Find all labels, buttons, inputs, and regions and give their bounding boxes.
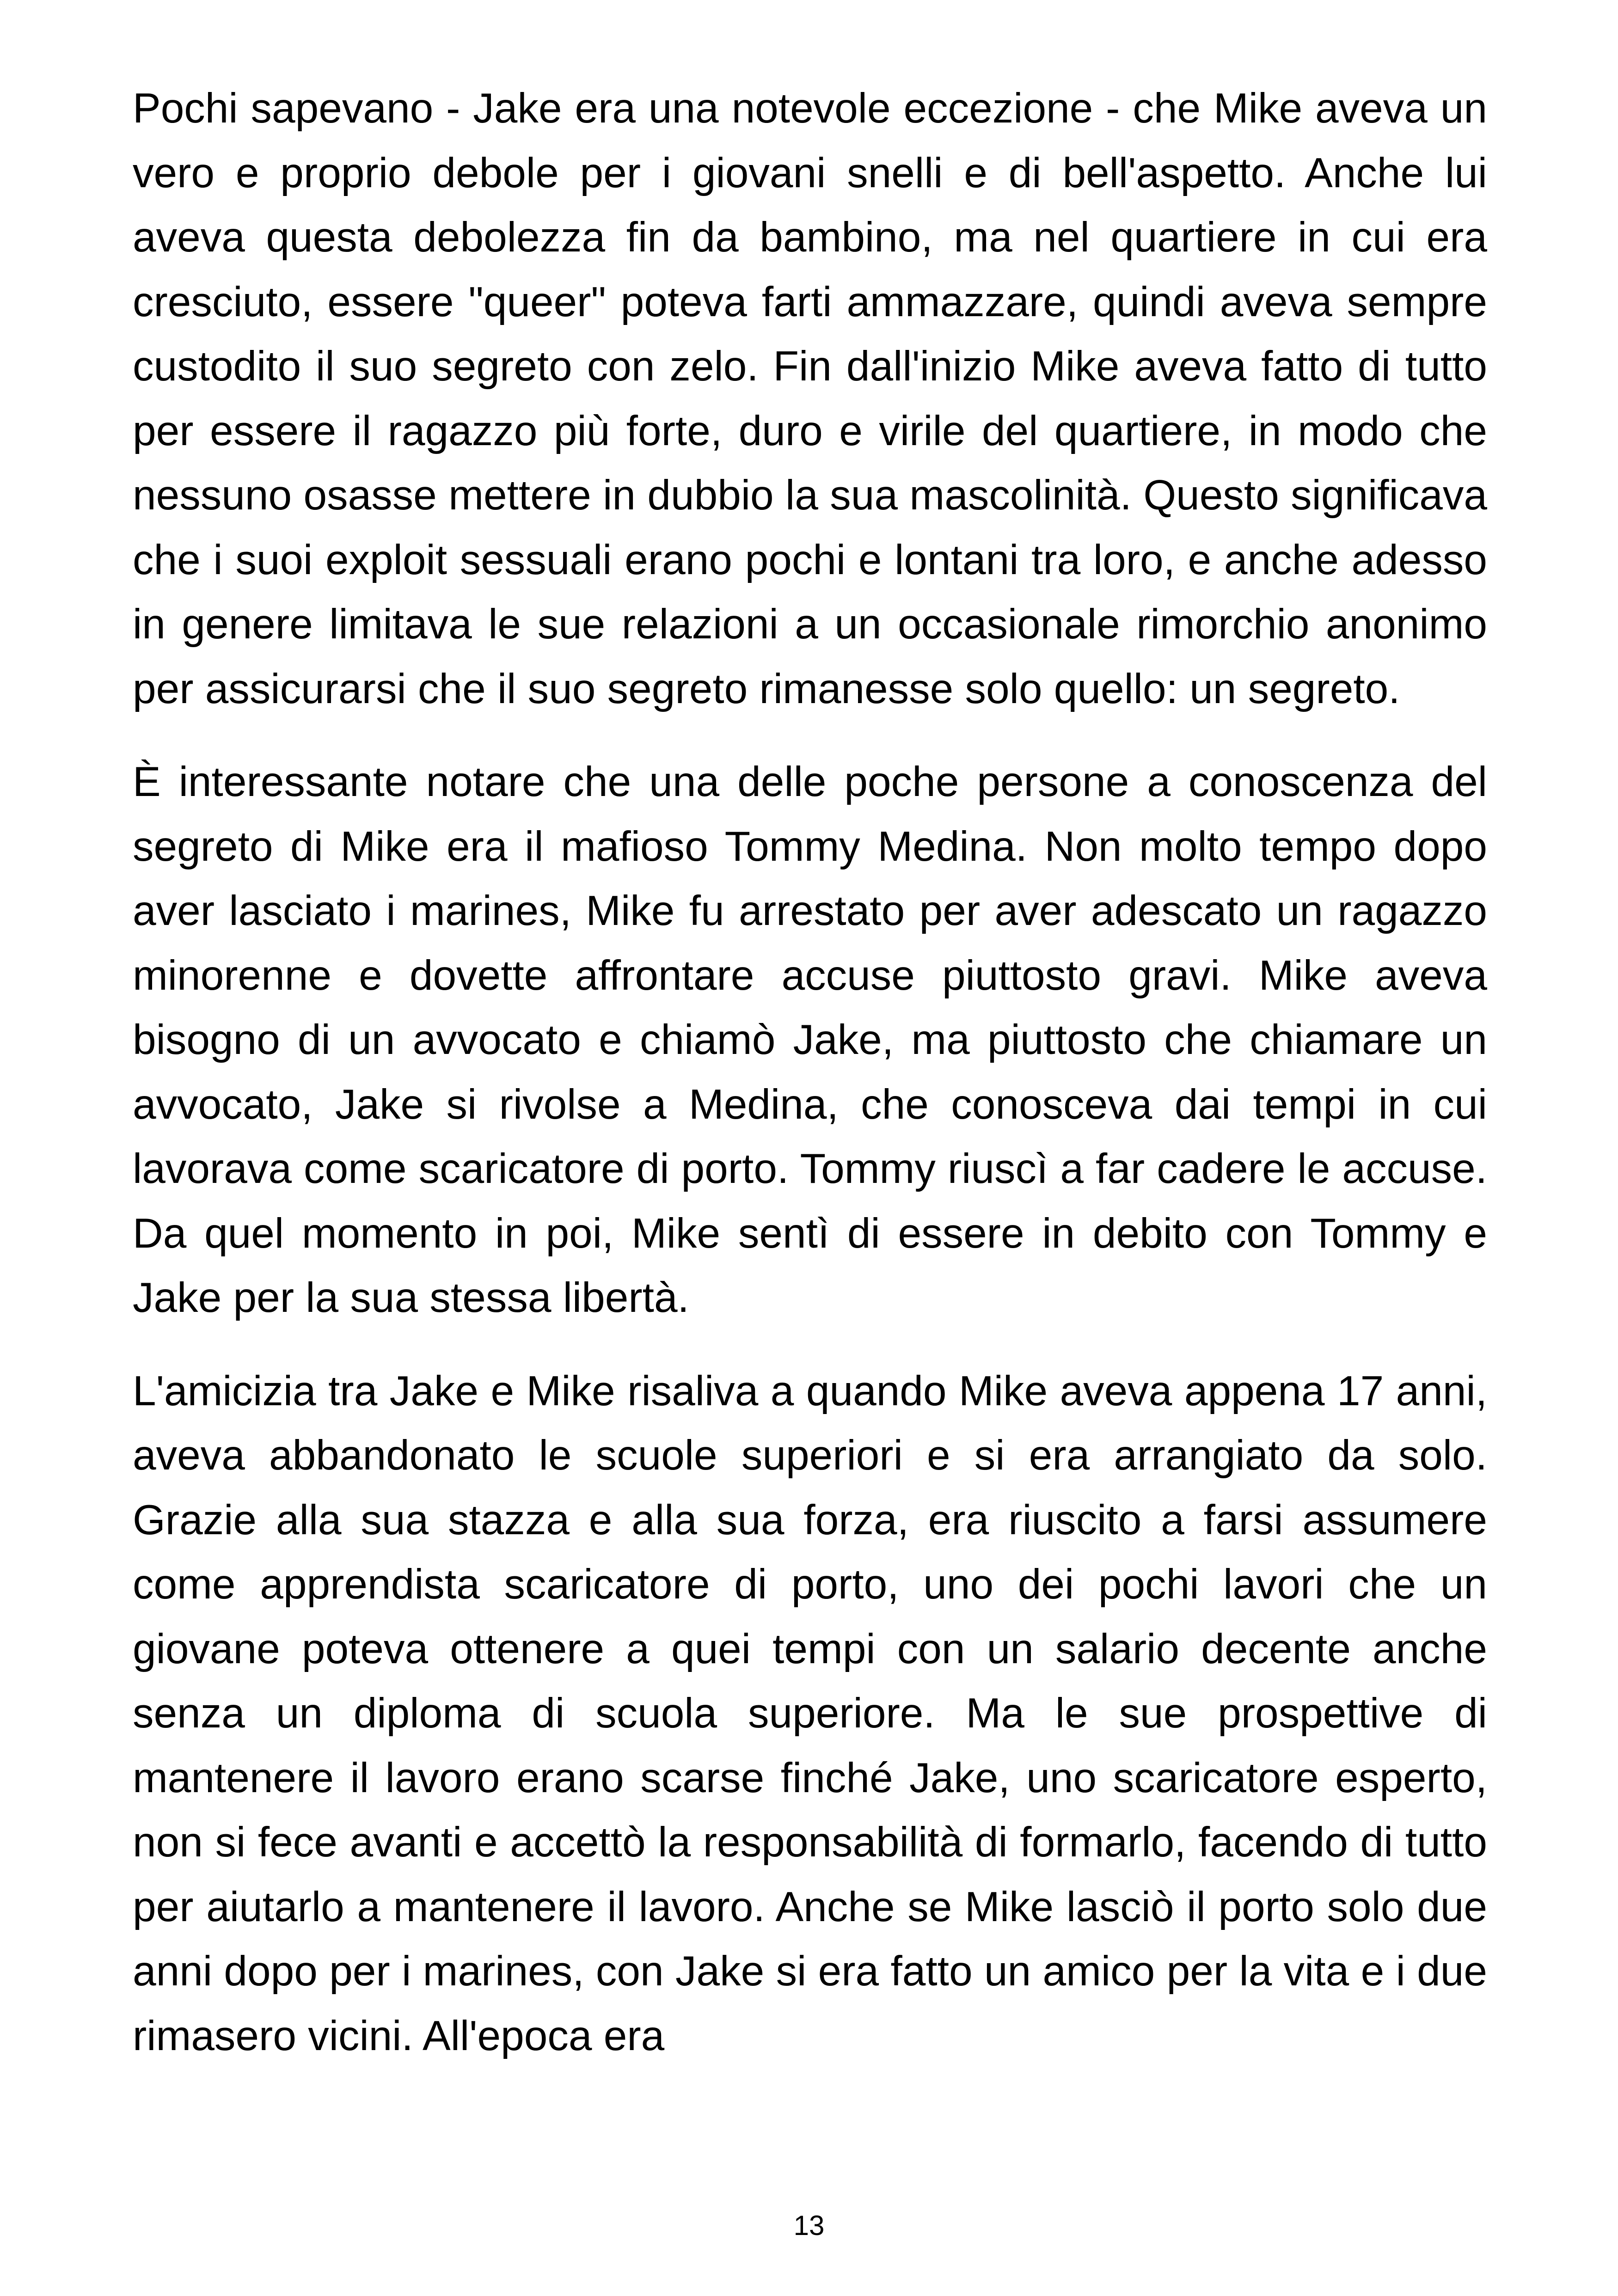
paragraph: L'amicizia tra Jake e Mike risaliva a quando Mike aveva appena 17 anni, aveva abbandonato le scuole superiori e si era arrangiato da solo. Grazie alla sua stazza e alla sua forza, era riuscito a farsi assumere come apprendista scaricatore di porto, uno dei pochi lavori che un giovane poteva ottenere a quei tempi con un salario decente anche senza un diploma di scuola superiore. Ma le sue prospettive di mantenere il lavoro erano scarse finché Jake, uno scaricatore esperto, non si fece avanti e accettò la responsabilità di formarlo, facendo di tutto per aiutarlo a mantenere il lavoro. Anche se Mike lasciò il porto solo due anni dopo per i marines, con Jake si era fatto un amico per la vita e i due rimasero vicini. All'epoca era — [133, 1367, 1487, 2059]
body-text — [133, 76, 1487, 2068]
page-number: 13 — [793, 2210, 825, 2241]
paragraph: Pochi sapevano - Jake era una notevole eccezione - che Mike aveva un vero e proprio debole per i giovani snelli e di bell'aspetto. Anche lui aveva questa debolezza fin da bambino, ma nel quartiere in cui era cresciuto, essere "queer" poteva farti ammazzare, quindi aveva sempre custodito il suo segreto con zelo. Fin dall'inizio Mike aveva fatto di tutto per essere il ragazzo più forte, duro e virile del quartiere, in modo che nessuno osasse mettere in dubbio la sua mascolinità. Questo significava che i suoi exploit sessuali erano pochi e lontani tra loro, e anche adesso in genere limitava le sue relazioni a un occasionale rimorchio anonimo per assicurarsi che il suo segreto rimanesse solo quello: un segreto. — [133, 85, 1487, 712]
paragraph: È interessante notare che una delle poche persone a conoscenza del segreto di Mike era il mafioso Tommy Medina. Non molto tempo dopo aver lasciato i marines, Mike fu arrestato per aver adescato un ragazzo minorenne e dovette affrontare accuse piuttosto gravi. Mike aveva bisogno di un avvocato e chiamò Jake, ma piuttosto che chiamare un avvocato, Jake si rivolse a Medina, che conosceva dai tempi in cui lavorava come scaricatore di porto. Tommy riuscì a far cadere le accuse. Da quel momento in poi, Mike sentì di essere in debito con Tommy e Jake per la sua stessa libertà. — [133, 759, 1487, 1321]
